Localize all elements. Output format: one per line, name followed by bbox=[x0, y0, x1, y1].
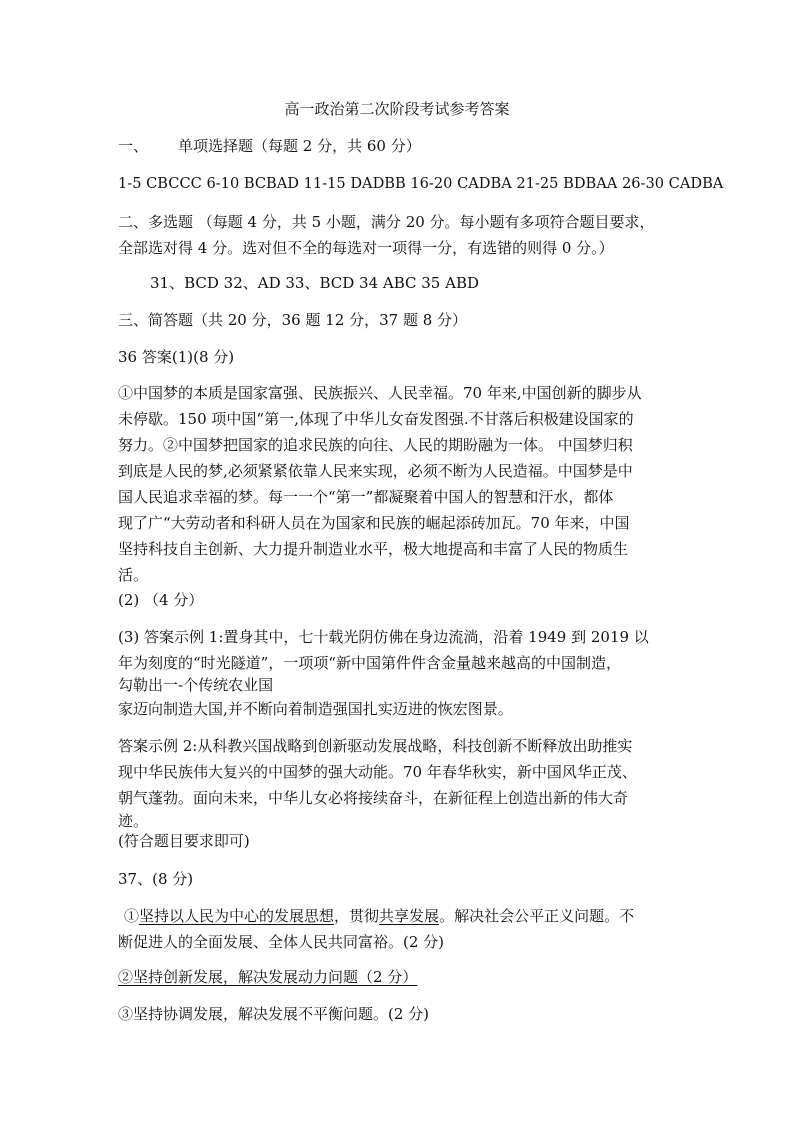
section2-answers: 31、BCD 32、AD 33、BCD 34 ABC 35 ABD bbox=[150, 274, 480, 292]
q36-part1-line: 活。 bbox=[118, 566, 149, 584]
q37-item1-underlined-1: 坚持以人民为中心的发展思想 bbox=[139, 907, 335, 925]
section2-heading-line2: 全部选对得 4 分。选对但不全的每选对一项得一分，有选错的则得 0 分。） bbox=[118, 239, 614, 257]
q37-item1-line2: 断促进人的全面发展、全体人民共同富裕。(2 分) bbox=[118, 933, 445, 951]
q36-example2-line: 朝气蓬勃。面向未来，中华儿女必将接续奋斗，在新征程上创造出新的伟大奇 bbox=[118, 789, 629, 807]
q37-label: 37、(8 分) bbox=[118, 870, 194, 888]
q36-part1-line: 坚持科技自主创新、大力提升制造业水平，极大地提高和丰富了人民的物质生 bbox=[118, 540, 629, 558]
q37-item1-underlined-2: 共享发展 bbox=[379, 907, 440, 925]
section3-heading: 三、简答题（共 20 分，36 题 12 分，37 题 8 分） bbox=[118, 311, 468, 329]
q36-part1-line: 未停歇。150 项中国“第一,体现了中华儿女奋发图强.不甘落后积极建设国家的 bbox=[118, 410, 634, 428]
q36-label: 36 答案(1)(8 分) bbox=[118, 348, 235, 366]
q36-part2: (2) （4 分） bbox=[118, 591, 204, 609]
q37-item1-rest: 。解决社会公平正义问题。不 bbox=[439, 907, 635, 925]
page-title: 高一政治第二次阶段考试参考答案 bbox=[284, 100, 510, 118]
q36-part3-line: 年为刻度的“时光隧道”，一项项“新中国第件件含金量越来越高的中国制造， bbox=[118, 654, 622, 672]
section1-answers: 1-5 CBCCC 6-10 BCBAD 11-15 DADBB 16-20 CADBA 21-25 BDBAA 26-30 CADBA bbox=[118, 175, 724, 192]
section1-heading-text: 单项选择题（每题 2 分，共 60 分） bbox=[178, 137, 421, 155]
q36-part1-line: 现了广“大劳动者和科研人员在为国家和民族的崛起添砖加瓦。70 年来，中国 bbox=[118, 514, 630, 532]
q37-item1-line1 bbox=[124, 903, 694, 929]
q37-item1-mid: ，贯彻 bbox=[334, 907, 380, 925]
q36-part1-line: 到底是人民的梦,必须紧紧依靠人民来实现，必须不断为人民造福。中国梦是中 bbox=[118, 462, 633, 480]
q37-item1-prefix: ① bbox=[124, 907, 140, 925]
q36-part3-line: 家迈向制造大国,并不断向着制造强国扎实迈进的恢宏图景。 bbox=[118, 700, 513, 718]
q36-example2-line: 迹。 bbox=[118, 812, 149, 830]
q36-part1-line: 国人民追求幸福的梦。每一一个“第一”都凝聚着中国人的智慧和汗水，都体 bbox=[118, 488, 614, 506]
q36-note: (符合题目要求即可) bbox=[118, 832, 250, 850]
q36-part1-line: 努力。②中国梦把国家的追求民族的向往、人民的期盼融为一体。 中国梦归积 bbox=[118, 436, 633, 454]
q36-part1-line: ①中国梦的本质是国家富强、民族振兴、人民幸福。70 年来,中国创新的脚步从 bbox=[118, 384, 642, 402]
section1-heading bbox=[118, 133, 688, 159]
q36-part3-line: (3) 答案示例 1:置身其中，七十载光阴仿佛在身边流淌，沿着 1949 到 2019 以 bbox=[118, 628, 649, 646]
q37-item3: ③坚持协调发展，解决发展不平衡问题。(2 分) bbox=[118, 1005, 430, 1023]
section1-heading-num: 一、 bbox=[118, 137, 149, 155]
q36-example2-line: 现中华民族伟大复兴的中国梦的强大动能。70 年春华秋实，新中国风华正茂、 bbox=[118, 763, 637, 781]
section2-heading-line1: 二、多选题 （每题 4 分，共 5 小题，满分 20 分。每小题有多项符合题目要求， bbox=[118, 213, 655, 231]
q37-item2: ②坚持创新发展，解决发展动力问题（2 分） bbox=[118, 968, 418, 986]
q36-part3-line: 勾勒出一-个传统农业国 bbox=[118, 676, 274, 694]
q36-example2-line: 答案示例 2:从科教兴国战略到创新驱动发展战略，科技创新不断释放出助推实 bbox=[118, 737, 633, 755]
